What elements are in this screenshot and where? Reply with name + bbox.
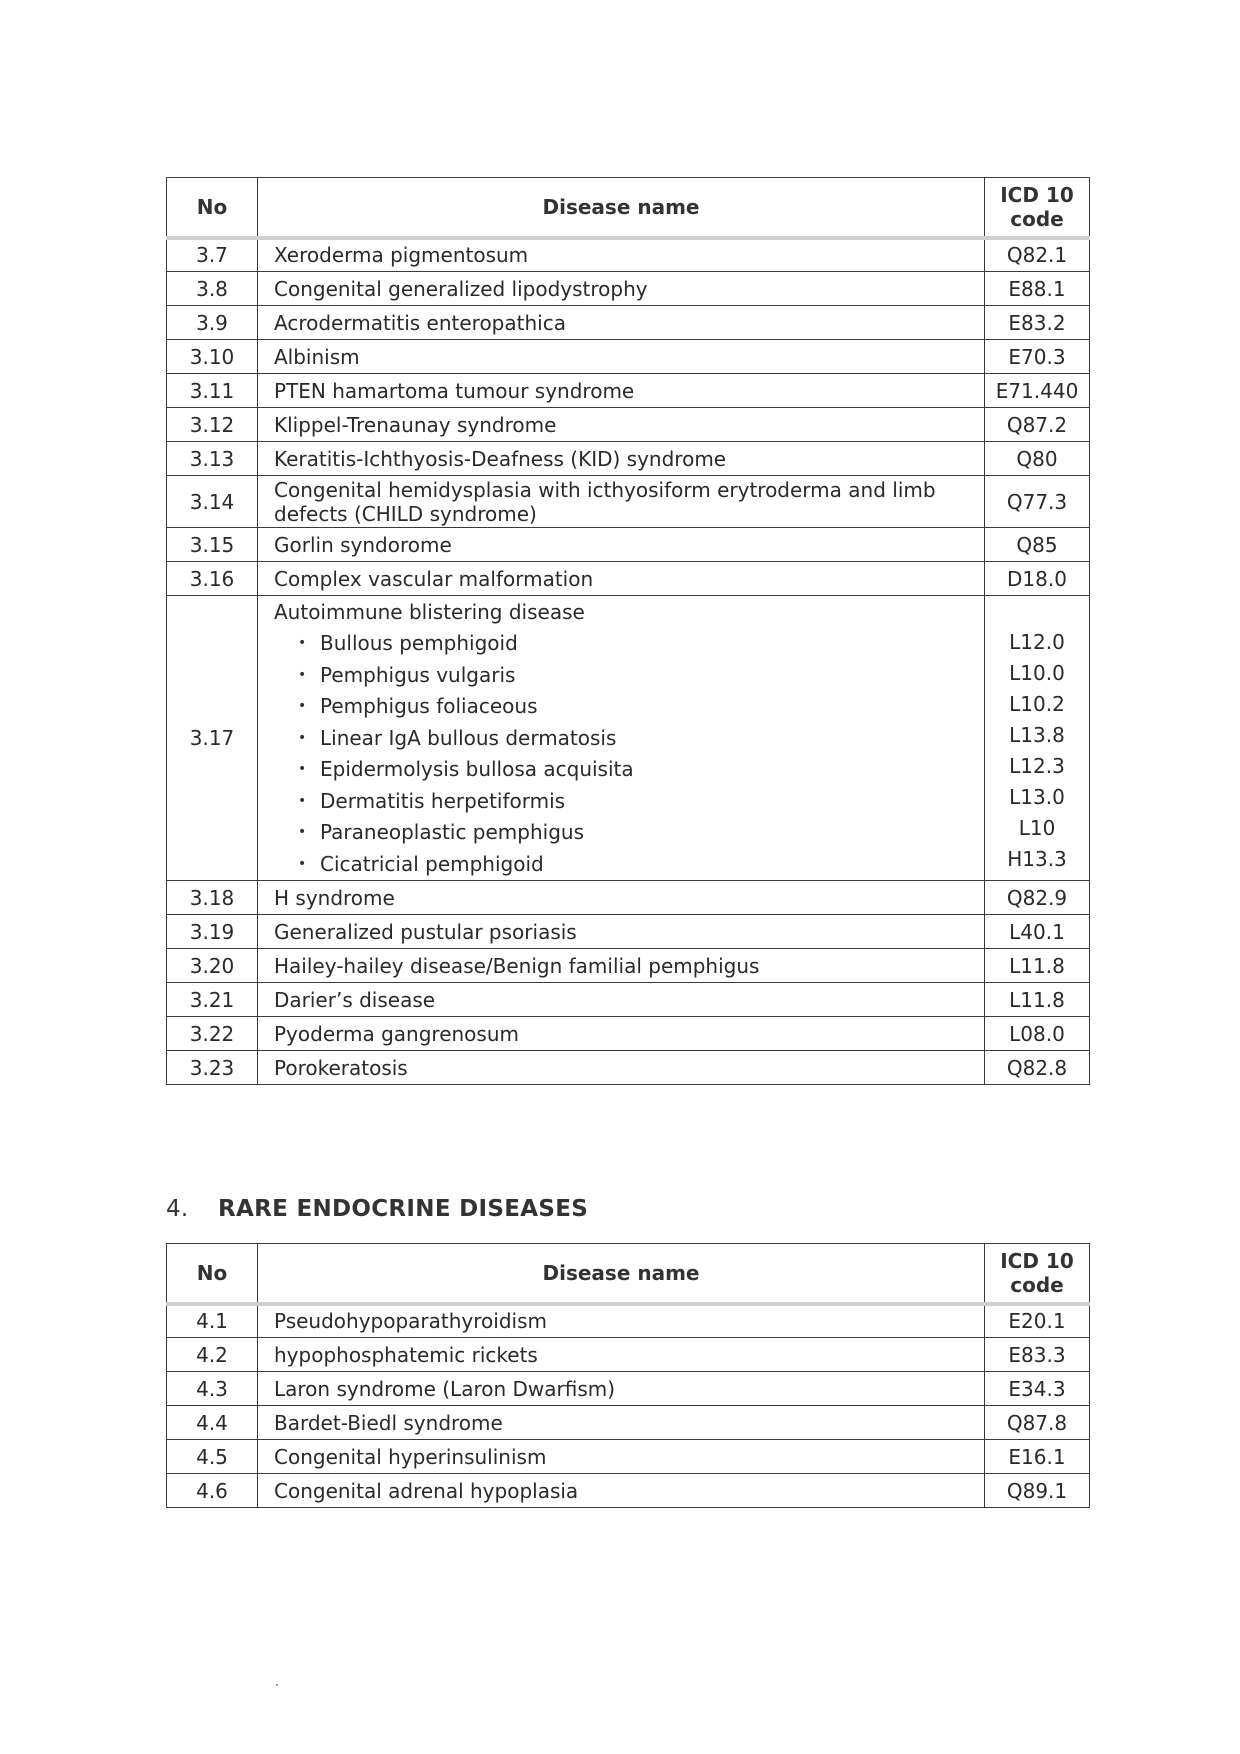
- icd-code: L10: [1018, 816, 1056, 840]
- table-row-group: [167, 596, 1090, 881]
- disease-sub-list: [274, 628, 984, 880]
- table-header-row: [167, 178, 1090, 238]
- row-number: 3.16: [167, 562, 258, 596]
- row-number: 3.19: [167, 915, 258, 949]
- section-heading: [166, 1196, 588, 1222]
- row-number: 4.1: [167, 1304, 258, 1338]
- disease-name: Albinism: [258, 340, 985, 374]
- disease-name: Porokeratosis: [258, 1051, 985, 1085]
- row-number: 3.10: [167, 340, 258, 374]
- disease-group: [258, 596, 985, 881]
- header-disease-name: Disease name: [258, 178, 985, 238]
- header-icd-code: ICD 10 code: [985, 1244, 1090, 1304]
- icd-code: E20.1: [985, 1304, 1090, 1338]
- table-row: [167, 983, 1090, 1017]
- row-number: 3.9: [167, 306, 258, 340]
- icd-code: H13.3: [1007, 847, 1067, 871]
- header-disease-name: Disease name: [258, 1244, 985, 1304]
- icd-code: Q82.9: [985, 881, 1090, 915]
- icd-code: L12.0: [1009, 630, 1065, 654]
- icd-code: L10.2: [1009, 692, 1065, 716]
- table-row: [167, 1440, 1090, 1474]
- icd-code: L13.0: [1009, 785, 1065, 809]
- disease-name: Bardet-Biedl syndrome: [258, 1406, 985, 1440]
- section-number: 4.: [166, 1196, 189, 1222]
- disease-group-title: Autoimmune blistering disease: [274, 600, 585, 624]
- table-row: [167, 1372, 1090, 1406]
- table-row: [167, 1304, 1090, 1338]
- table-row: [167, 1017, 1090, 1051]
- header-no: No: [167, 1244, 258, 1304]
- row-number: 3.11: [167, 374, 258, 408]
- icd-code: Q82.1: [985, 238, 1090, 272]
- icd-code: Q89.1: [985, 1474, 1090, 1508]
- table-row: [167, 562, 1090, 596]
- disease-name: H syndrome: [258, 881, 985, 915]
- icd-code: Q82.8: [985, 1051, 1090, 1085]
- row-number: 3.18: [167, 881, 258, 915]
- disease-name: Darier’s disease: [258, 983, 985, 1017]
- table-row: [167, 881, 1090, 915]
- icd-code: E34.3: [985, 1372, 1090, 1406]
- table-header-row: [167, 1244, 1090, 1304]
- icd-code: E16.1: [985, 1440, 1090, 1474]
- icd-code: E70.3: [985, 340, 1090, 374]
- disease-name: Gorlin syndorome: [258, 528, 985, 562]
- disease-name: PTEN hamartoma tumour syndrome: [258, 374, 985, 408]
- list-item: • Cicatricial pemphigoid: [298, 849, 984, 881]
- icd-code: E71.440: [985, 374, 1090, 408]
- list-item: • Paraneoplastic pemphigus: [298, 817, 984, 849]
- icd-code: E83.2: [985, 306, 1090, 340]
- disease-name: Generalized pustular psoriasis: [258, 915, 985, 949]
- list-item: • Pemphigus vulgaris: [298, 660, 984, 692]
- disease-name: Keratitis-Ichthyosis-Deafness (KID) syndrome: [258, 442, 985, 476]
- icd-code: L10.0: [1009, 661, 1065, 685]
- row-number: 3.8: [167, 272, 258, 306]
- disease-name: Congenital hemidysplasia with icthyosiform erytroderma and limb defects (CHILD syndrome): [258, 476, 985, 528]
- row-number: 4.4: [167, 1406, 258, 1440]
- list-item: • Dermatitis herpetiformis: [298, 786, 984, 818]
- row-number: 4.5: [167, 1440, 258, 1474]
- icd-code: E88.1: [985, 272, 1090, 306]
- header-icd-code: ICD 10 code: [985, 178, 1090, 238]
- list-item: • Linear IgA bullous dermatosis: [298, 723, 984, 755]
- list-item: • Bullous pemphigoid: [298, 628, 984, 660]
- header-no: No: [167, 178, 258, 238]
- disease-name: Congenital adrenal hypoplasia: [258, 1474, 985, 1508]
- table-row: [167, 238, 1090, 272]
- row-number: 3.7: [167, 238, 258, 272]
- row-number: 3.23: [167, 1051, 258, 1085]
- row-number: 3.14: [167, 476, 258, 528]
- row-number: 3.15: [167, 528, 258, 562]
- icd-code: L11.8: [985, 983, 1090, 1017]
- icd-code: L12.3: [1009, 754, 1065, 778]
- disease-name: Klippel-Trenaunay syndrome: [258, 408, 985, 442]
- table-row: [167, 374, 1090, 408]
- row-number: 4.3: [167, 1372, 258, 1406]
- list-item: • Pemphigus foliaceous: [298, 691, 984, 723]
- scan-speck: [276, 1684, 278, 1686]
- row-number: 4.2: [167, 1338, 258, 1372]
- table-row: [167, 1474, 1090, 1508]
- table-row: [167, 1051, 1090, 1085]
- disease-name: hypophosphatemic rickets: [258, 1338, 985, 1372]
- table-row: [167, 1338, 1090, 1372]
- rare-endocrine-diseases-table: [166, 1243, 1090, 1508]
- table-row: [167, 408, 1090, 442]
- disease-name: Congenital hyperinsulinism: [258, 1440, 985, 1474]
- disease-name: Laron syndrome (Laron Dwarfism): [258, 1372, 985, 1406]
- disease-name: Pseudohypoparathyroidism: [258, 1304, 985, 1338]
- icd-code-list: [985, 596, 1090, 881]
- icd-code: E83.3: [985, 1338, 1090, 1372]
- table-row: [167, 949, 1090, 983]
- disease-name: Acrodermatitis enteropathica: [258, 306, 985, 340]
- table-row: [167, 442, 1090, 476]
- icd-code: Q85: [985, 528, 1090, 562]
- table-row: [167, 272, 1090, 306]
- disease-name: Xeroderma pigmentosum: [258, 238, 985, 272]
- icd-code: L13.8: [1009, 723, 1065, 747]
- disease-name: Congenital generalized lipodystrophy: [258, 272, 985, 306]
- icd-code: Q77.3: [985, 476, 1090, 528]
- icd-code: L08.0: [985, 1017, 1090, 1051]
- icd-code: D18.0: [985, 562, 1090, 596]
- table-row: [167, 340, 1090, 374]
- icd-code: L40.1: [985, 915, 1090, 949]
- row-number: 3.12: [167, 408, 258, 442]
- disease-name: Hailey-hailey disease/Benign familial pemphigus: [258, 949, 985, 983]
- row-number: 3.13: [167, 442, 258, 476]
- row-number: 3.17: [167, 596, 258, 881]
- table-row: [167, 306, 1090, 340]
- table-row: [167, 915, 1090, 949]
- icd-code: Q87.8: [985, 1406, 1090, 1440]
- rare-skin-diseases-table: [166, 177, 1090, 1085]
- icd-code: L11.8: [985, 949, 1090, 983]
- row-number: 3.22: [167, 1017, 258, 1051]
- row-number: 3.20: [167, 949, 258, 983]
- row-number: 3.21: [167, 983, 258, 1017]
- icd-code: Q87.2: [985, 408, 1090, 442]
- disease-name: Pyoderma gangrenosum: [258, 1017, 985, 1051]
- row-number: 4.6: [167, 1474, 258, 1508]
- table-row: [167, 528, 1090, 562]
- disease-name: Complex vascular malformation: [258, 562, 985, 596]
- list-item: • Epidermolysis bullosa acquisita: [298, 754, 984, 786]
- section-title: RARE ENDOCRINE DISEASES: [218, 1196, 589, 1222]
- icd-code: Q80: [985, 442, 1090, 476]
- table-row: [167, 1406, 1090, 1440]
- table-row: [167, 476, 1090, 528]
